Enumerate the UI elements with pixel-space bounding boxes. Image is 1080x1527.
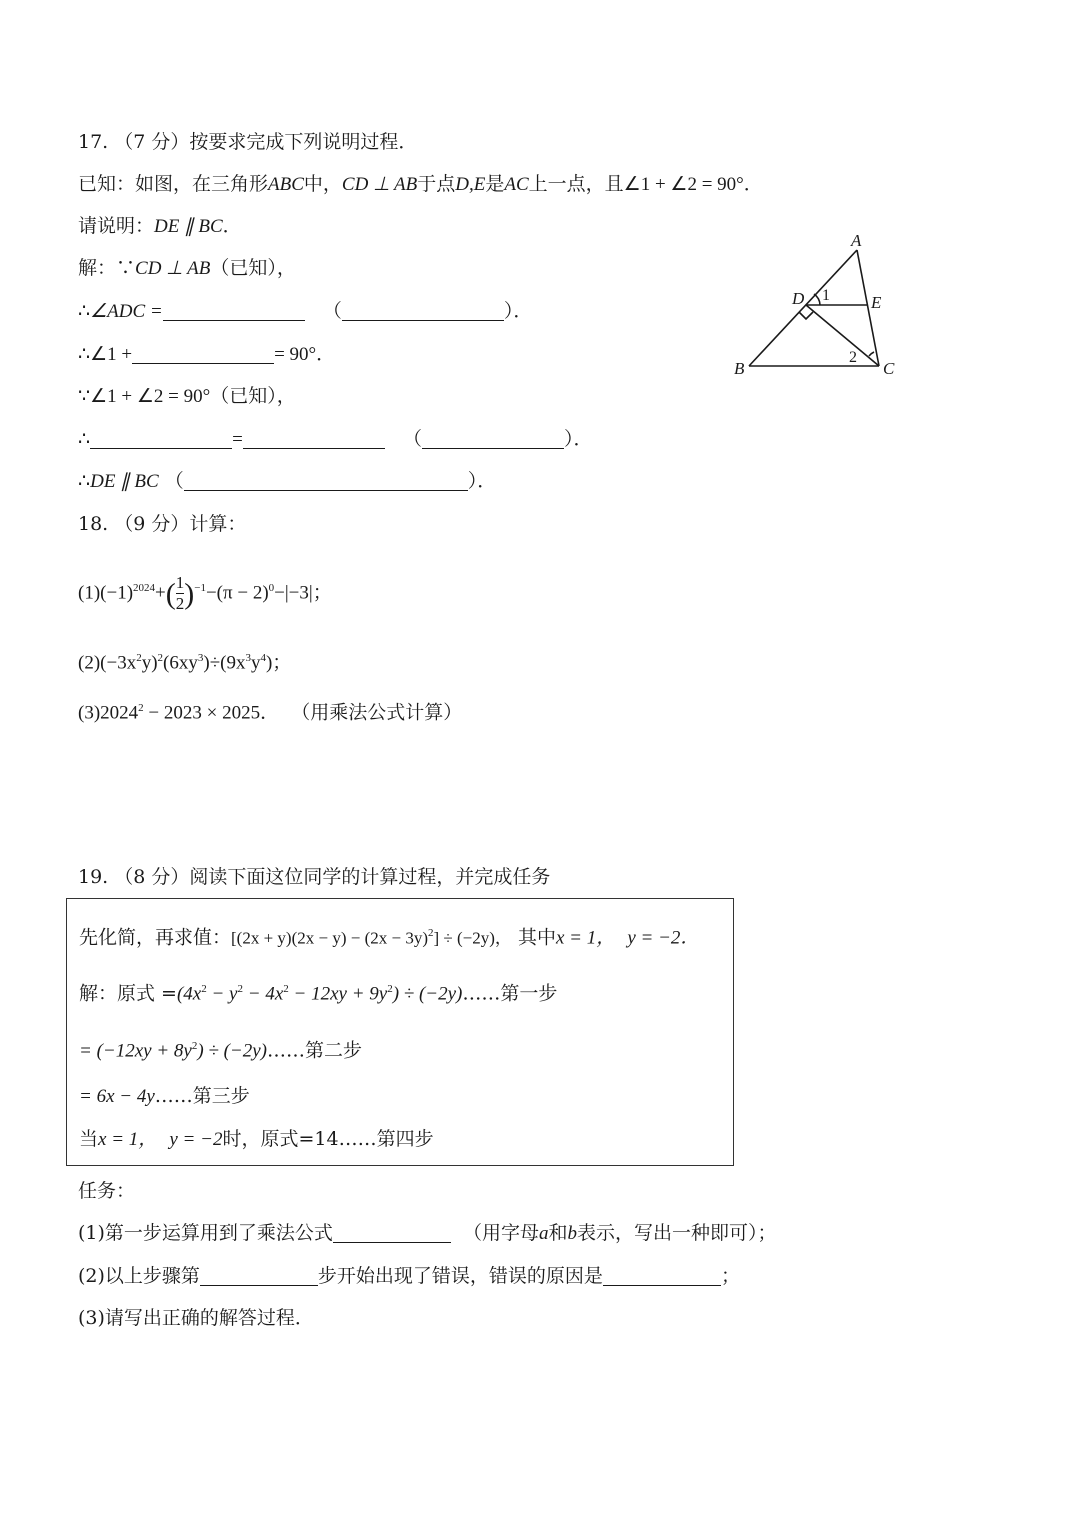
task-3: (3)请写出正确的解答过程． xyxy=(78,1307,314,1329)
q18-part2 xyxy=(78,644,291,677)
given-text: 于点 xyxy=(417,173,456,195)
expression: − y xyxy=(206,983,238,1005)
exponent: 2 xyxy=(428,927,434,939)
exponent: 2 xyxy=(283,983,289,995)
label-c: C xyxy=(883,359,895,378)
step4-statement: ∠1 + ∠2 = 90° xyxy=(90,386,211,407)
y-value: y = −2． xyxy=(627,927,700,949)
paren-open: （ xyxy=(322,300,342,322)
exponent: 2 xyxy=(237,983,243,995)
q17-header: 17. （7 分）按要求完成下列说明过程． xyxy=(78,131,418,153)
zero-exponent: 0 xyxy=(268,582,275,594)
paren-open: （ xyxy=(164,470,184,492)
exponent: 2 xyxy=(138,702,144,714)
box-text: 其中 xyxy=(517,926,556,949)
expression-end: ] ÷ (−2y)， xyxy=(433,928,512,948)
q17-step4 xyxy=(78,382,296,411)
expression: (4x xyxy=(176,983,202,1005)
given-text: 已知：如图，在三角形 xyxy=(78,173,269,195)
term-1-end: y) xyxy=(141,652,158,674)
q17-step3 xyxy=(78,340,335,369)
fraction-one-half xyxy=(176,573,185,614)
letter-a: a xyxy=(539,1223,549,1244)
segment-ab xyxy=(749,250,857,366)
q17-step6 xyxy=(78,467,496,496)
task-text: 步开始出现了错误，错误的原因是 xyxy=(317,1265,603,1287)
q17-step5 xyxy=(78,425,592,454)
term-base: (−1) xyxy=(100,582,134,604)
q17-step1 xyxy=(78,254,296,283)
exponent: 2 xyxy=(157,652,164,664)
x-value: x = 1， xyxy=(555,927,616,949)
term-3-end: )； xyxy=(265,652,292,674)
part-number: (2) xyxy=(78,652,101,674)
step3-equals: = 90°． xyxy=(274,344,336,365)
term-abs: −|−3|； xyxy=(274,582,332,604)
term-3: (9x xyxy=(220,652,246,674)
right-angle-mark xyxy=(799,312,813,319)
term-2-end: ) xyxy=(203,652,210,674)
step1-label: 解：∵ xyxy=(78,257,136,279)
expression: 2024 xyxy=(100,702,139,724)
task-text: (2)以上步骤第 xyxy=(78,1265,200,1287)
given-text: 上一点，且 xyxy=(528,173,624,195)
step2-statement: ∠ADC = xyxy=(90,301,163,322)
task-text: 和 xyxy=(548,1222,568,1244)
exponent: 2 xyxy=(191,1040,198,1052)
q19-header: 19. （8 分）阅读下面这位同学的计算过程，并完成任务 xyxy=(78,866,551,888)
box-line-1 xyxy=(79,919,699,952)
because-symbol: ∵ xyxy=(78,385,91,407)
label-angle-1: 1 xyxy=(822,287,830,304)
segment-ac: AC xyxy=(504,174,529,195)
plus-sign: + xyxy=(155,582,166,604)
exponent: 3 xyxy=(197,652,204,664)
box-text: 当 xyxy=(79,1128,99,1150)
angle-condition: ∠1 + ∠2 = 90° xyxy=(623,174,744,195)
method-note: （用乘法公式计算） xyxy=(291,701,463,724)
therefore-symbol: ∴ xyxy=(78,300,91,322)
prove-label: 请说明： xyxy=(78,215,155,237)
q17-prove xyxy=(78,212,242,241)
given-text: 是 xyxy=(485,173,505,195)
label-a: A xyxy=(851,231,862,250)
therefore-symbol: ∴ xyxy=(78,428,91,450)
box-text: 先化简，再求值： xyxy=(79,926,232,949)
exponent: 4 xyxy=(260,652,266,664)
task-1 xyxy=(78,1219,777,1248)
exponent: 2 xyxy=(387,983,393,995)
student-solution-box xyxy=(66,898,734,1166)
angle-1-arc xyxy=(814,294,820,305)
term-2: (6xy xyxy=(163,652,198,674)
term-1: (−3x xyxy=(100,652,137,674)
q17-given xyxy=(78,170,763,199)
part-number: (1) xyxy=(78,582,101,604)
answer-blank[interactable] xyxy=(163,300,305,321)
answer-blank[interactable] xyxy=(90,428,232,449)
step6-statement: DE ∥ BC xyxy=(90,471,159,492)
therefore-symbol: ∴ xyxy=(78,343,91,365)
prove-end: ． xyxy=(222,215,242,237)
box-line-4 xyxy=(79,1082,250,1111)
task-text: （用字母 xyxy=(463,1222,540,1244)
therefore-symbol: ∴ xyxy=(78,470,91,492)
expression: = (−12xy + 8y xyxy=(79,1040,192,1062)
box-text: 解：原式 = xyxy=(79,982,177,1005)
y-value: y = −2 xyxy=(169,1129,223,1150)
task-text: (1)第一步运算用到了乘法公式 xyxy=(78,1222,333,1244)
prove-statement: DE ∥ BC xyxy=(154,216,223,237)
label-d: D xyxy=(792,289,805,308)
box-line-3 xyxy=(79,1032,362,1065)
answer-blank[interactable] xyxy=(200,1265,318,1286)
triangle-figure xyxy=(728,228,908,380)
exponent: 3 xyxy=(245,652,251,664)
answer-blank[interactable] xyxy=(603,1265,721,1286)
step3-statement: ∠1 + xyxy=(90,344,133,365)
expression: − 12xy + 9y xyxy=(288,983,388,1005)
exponent: 2 xyxy=(201,983,207,995)
term-pi: −(π − 2) xyxy=(205,582,269,604)
box-text: 时，原式=14 xyxy=(222,1128,339,1150)
step5-equals: = xyxy=(232,429,243,450)
reason-blank[interactable] xyxy=(422,428,564,449)
step-label: ……第三步 xyxy=(154,1085,250,1107)
fraction-numerator: 1 xyxy=(175,572,185,592)
step1-statement: CD ⊥ AB xyxy=(135,258,211,279)
given-text: 中， xyxy=(303,173,342,195)
step4-reason: （已知）， xyxy=(210,385,296,407)
segment-cd xyxy=(806,305,879,366)
triangle-abc: ABC xyxy=(268,174,304,195)
reason-blank[interactable] xyxy=(184,470,468,491)
task-2 xyxy=(78,1262,740,1290)
q18-header: 18. （9 分）计算： xyxy=(78,513,247,535)
x-value: x = 1， xyxy=(98,1129,158,1150)
paren-close: ）． xyxy=(467,470,497,492)
expression: − 4x xyxy=(243,983,284,1005)
expression: ) ÷ (−2y) xyxy=(197,1040,268,1062)
paren-open: （ xyxy=(402,428,422,450)
fraction-exponent: −1 xyxy=(194,582,206,594)
expression: ) ÷ (−2y) xyxy=(392,983,463,1005)
q17-step2 xyxy=(78,297,532,326)
part-number: (3) xyxy=(78,702,101,724)
q18-part1 xyxy=(78,568,332,614)
box-line-2 xyxy=(79,975,557,1008)
exponent: 2 xyxy=(136,652,142,664)
paren-close: ）． xyxy=(503,300,533,322)
paren-close: ) xyxy=(184,577,195,611)
expression: [(2x + y)(2x − y) − (2x − 3y) xyxy=(231,928,428,948)
angle-2-arc xyxy=(869,352,874,356)
label-b: B xyxy=(734,359,745,378)
points-d-e: D,E xyxy=(455,174,486,195)
fraction-denominator: 2 xyxy=(175,593,185,613)
step1-reason: （已知）， xyxy=(210,257,296,279)
q18-part3 xyxy=(78,694,462,727)
answer-blank[interactable] xyxy=(243,428,385,449)
given-end: ． xyxy=(743,173,763,195)
tasks-label: 任务： xyxy=(78,1180,136,1202)
paren-close: ）． xyxy=(563,428,593,450)
answer-blank[interactable] xyxy=(333,1222,451,1243)
task-end: ； xyxy=(720,1265,740,1287)
perpendicular-cd-ab: CD ⊥ AB xyxy=(341,174,418,195)
reason-blank[interactable] xyxy=(342,300,504,321)
task-text: 表示，写出一种即可）； xyxy=(577,1222,777,1244)
answer-blank[interactable] xyxy=(132,343,274,364)
step-label: ……第一步 xyxy=(462,982,558,1005)
step-label: ……第二步 xyxy=(267,1039,363,1062)
step-label: ……第四步 xyxy=(338,1128,434,1150)
letter-b: b xyxy=(567,1223,578,1244)
expression: = 6x − 4y xyxy=(79,1086,155,1107)
label-e: E xyxy=(871,293,882,312)
divide-sign: ÷ xyxy=(209,652,221,674)
label-angle-2: 2 xyxy=(849,349,857,366)
expression-rest: − 2023 × 2025． xyxy=(143,702,280,724)
term-exponent: 2024 xyxy=(133,582,156,594)
term-3-y: y xyxy=(250,652,261,674)
paren-open: ( xyxy=(165,577,176,611)
box-line-5 xyxy=(79,1125,434,1154)
